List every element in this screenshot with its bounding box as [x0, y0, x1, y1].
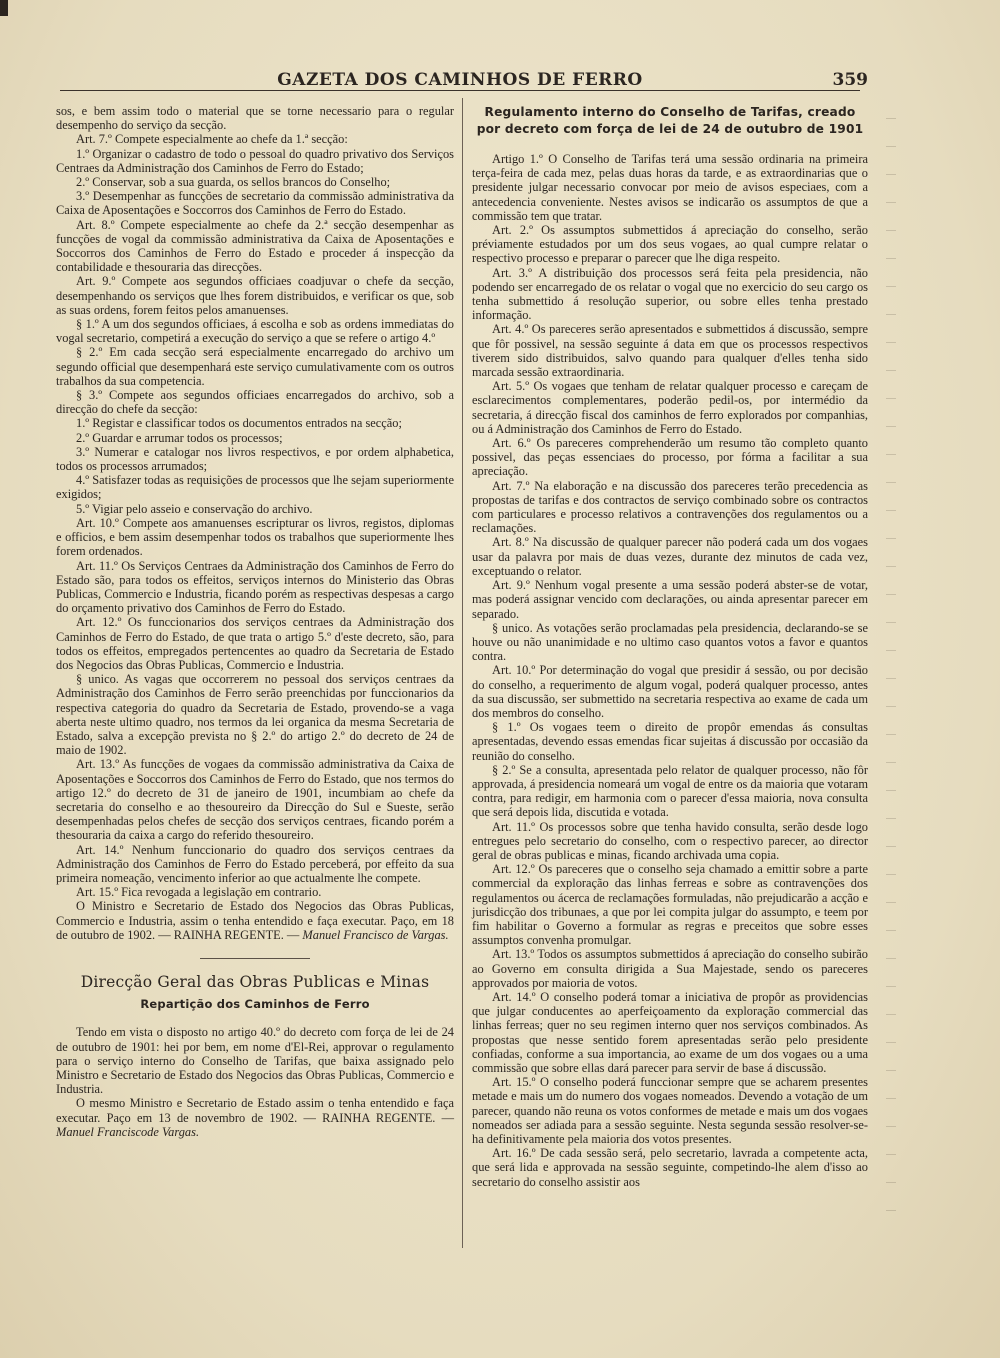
paragraph: Art. 7.º Compete especialmente ao chefe da 1.ª secção: [76, 132, 348, 147]
paragraph: § 3.º Compete aos segundos officiaes encarregados do archivo, sob a direcção do chefe da secção: [56, 388, 454, 417]
paragraph: Art. 13.º As funcções de vogaes da commissão administrativa da Caixa de Aposentações e Soccorros dos Caminhos de Ferro do Estado, que nos termos do artigo 12.º do decreto de 31 de janeiro de 1901, incumbiam ao chefe da secretaria do conselho e ao thesoureiro da Direcção do Sul e Sueste, serão desempenhadas pelos chefes de secção dos serviços centraes, ficando porém a thesouraria da caixa a cargo do referido thesoureiro. [56, 757, 454, 843]
paragraph: 1.º Organizar o cadastro de todo o pessoal do quadro privativo dos Serviços Centraes da Administração dos Caminhos de Ferro do Estado; [56, 146, 454, 175]
paragraph: § 2.º Se a consulta, apresentada pelo relator de qualquer processo, não fôr approvada, á presidencia nomeará um vogal de entre os da maioria que votaram contra, para redigir, em harmonia com o parecer d'essa maioria, nova consulta que será depois lida, discutida e votada. [472, 762, 868, 820]
paragraph: Art. 11.º Os processos sobre que tenha havido consulta, serão desde logo entregues pelo secretario do conselho, com o respectivo parecer, ao director geral de obras publicas e minas, ficando archivada uma copia. [472, 819, 868, 862]
page-number: 359 [832, 70, 868, 90]
paragraph: Art. 2.º Os assumptos submettidos á apreciação do conselho, serão préviamente estudados por um dos seus vogaes, ao qual cumpre relatar o respectivo processo e preparar o parecer que lhe diga respeito. [472, 223, 868, 266]
paragraph: Art. 10.º Compete aos amanuenses escripturar os livros, registos, diplomas e officios, e bem assim desempenhar todos os trabalhos que superiormente lhes forem ordenados. [56, 515, 454, 559]
paragraph: Art. 5.º Os vogaes que tenham de relatar qualquer processo e careçam de esclarecimentos complementares, poderão pedil-os, por intermédio da secretaria, á direcção fiscal dos caminhos de ferro explorados por companhias, ou á Administração dos Caminhos de Ferro do Estado. [472, 379, 868, 436]
separator-rule [200, 958, 310, 959]
paragraph: § unico. As votações serão proclamadas pela presidencia, declarando-se se houve ou não unanimidade e no ultimo caso quantos votos a favor e quantos contra. [472, 620, 868, 664]
paragraph-text: O mesmo Ministro e Secretario de Estado assim o tenha entendido e faça executar. Paço em 13 de novembro de 1902. — RAINHA REGENTE. — [56, 1096, 454, 1125]
paragraph: § unico. As vagas que occorrerem no pessoal dos serviços centraes da Administração dos Caminhos de Ferro serão preenchidas por funccionarios da respectiva categoria do quadro da Secretaria de Estado, provendo-se a vaga aberta neste ultimo quadro, nos termos da lei organica da mesma Secretaria de Estado, salva a excepção prevista no § 2.º do artigo 2.º do decreto de 24 de maio de 1902. [56, 672, 454, 758]
paragraph: Art. 7.º Na elaboração e na discussão dos pareceres terão precedencia as propostas de tarifas e dos contractos de serviço combinado sobre os contractos com particulares e processo relativos a contravenções dos regulamentos ou a reclamações. [472, 478, 868, 536]
paragraph: Art. 11.º Os Serviços Centraes da Administração dos Caminhos de Ferro do Estado são, para todos os effeitos, serviços internos do Ministerio das Obras Publicas, Commercio e Industria, ficando porém as respectivas despesas a cargo do orçamento privativo dos Caminhos de Ferro do Estado. [56, 558, 454, 616]
paragraph: § 1.º Os vogaes teem o direito de propôr emendas ás consultas apresentadas, devendo essas emendas ficar sujeitas á discussão por occasião da reunião do conselho. [472, 720, 868, 763]
paragraph: § 2.º Em cada secção será especialmente encarregado do archivo um segundo official que desempenhará este serviço cumulativamente com os outros trabalhos da sua competencia. [56, 345, 454, 388]
paragraph: Art. 8.º Na discussão de qualquer parecer não poderá cada um dos vogaes usar da palavra por mais de duas vezes, durante dez minutos de cada vez, exceptuando o relator. [472, 535, 868, 578]
paragraph: Art. 15.º Fica revogada a legislação em contrario. [76, 885, 322, 900]
paragraph: Art. 9.º Nenhum vogal presente a uma sessão poderá abster-se de votar, mas poderá assignar vencido com declarações, ou ainda apresentar parecer em separado. [472, 578, 868, 621]
corner-mark [0, 0, 8, 16]
paragraph: 2.º Conservar, sob a sua guarda, os sellos brancos do Conselho; [76, 175, 391, 190]
paragraph: 2.º Guardar e arrumar todos os processos; [76, 430, 283, 445]
paragraph: Art. 9.º Compete aos segundos officiaes coadjuvar o chefe da secção, desempenhando os serviços que lhes forem distribuidos, e verificar os que, sob as suas ordens, forem feitos pelos amanuenses. [56, 274, 454, 317]
paragraph: Artigo 1.º O Conselho de Tarifas terá uma sessão ordinaria na primeira terça-feira de cada mez, pelas duas horas da tarde, e as extraordinarias que o presidente julgar necessario convocar por meio de avisos especiaes, com a antecedencia conveniente. Nestes avisos se indicarão os assumptos de que a commissão tem que tratar. [472, 152, 868, 223]
signature: Manuel Franciscode Vargas. [56, 1124, 200, 1139]
paper-edge-texture [886, 118, 896, 1218]
signature-paragraph [56, 1096, 454, 1139]
regulation-title: Regulamento interno do Conselho de Tarifas, creado por decreto com força de lei de 24 de outubro de 1901 [476, 105, 864, 136]
page-header [60, 70, 868, 91]
signature-paragraph [56, 899, 454, 942]
section-subtitle: Repartição dos Caminhos de Ferro [140, 997, 370, 1012]
right-column [472, 104, 868, 1189]
paragraph: Art. 4.º Os pareceres serão apresentados e submettidos á discussão, sempre que fôr possivel, na sessão seguinte á data em que os processos respectivos tiverem sido distribuidos, salvo quando para qualquer d'elles tenha sido marcada sessão extraordinaria. [472, 322, 868, 380]
paragraph: § 1.º A um dos segundos officiaes, á escolha e sob as ordens immediatas do vogal secretario, competirá a execução do serviço a que se refere o artigo 4.º [56, 317, 454, 346]
paragraph: Art. 3.º A distribuição dos processos será feita pela presidencia, não podendo ser encarregado de os relatar o vogal que no exercicio do seu cargo os tenha submettido á resolução superior, ou sobre elles tenha prestado informação. [472, 265, 868, 323]
paragraph: Art. 16.º De cada sessão será, pelo secretario, lavrada a competente acta, que será lida e approvada na sessão seguinte, competindo-lhe alem d'isso ao secretario do conselho assistir aos [472, 1146, 868, 1189]
signature: Manuel Francisco de Vargas. [302, 927, 449, 942]
paragraph: Art. 12.º Os pareceres que o conselho seja chamado a emittir sobre a parte commercial da exploração das linhas ferreas e sobre as contravenções dos regulamentos ou ácerca de reclamações formuladas, não prejudicarão a acção e jurisdicção dos tribunaes, a que por lei compita julgar do assumpto, e teem por fim habilitar o Governo a formular as regras e preceitos que sobre esses assumptos convenha promulgar. [472, 862, 868, 948]
section-title: Direcção Geral das Obras Publicas e Minas [80, 972, 430, 991]
paragraph: Art. 12.º Os funccionarios dos serviços centraes da Administração dos Caminhos de Ferro do Estado, de que trata o artigo 5.º d'este decreto, são, para todos os effeitos, empregados pertencentes ao quadro da Secretaria de Estado dos Negocios das Obras Publicas, Commercio e Industria. [56, 615, 454, 672]
paragraph: Art. 13.º Todos os assumptos submettidos á apreciação do conselho subirão ao Governo em consulta dirigida a Sua Majestade, sendo os pareceres approvados por maioria de votos. [472, 947, 868, 990]
paragraph: 3.º Numerar e catalogar nos livros respectivos, e por ordem alphabetica, todos os processos arrumados; [56, 444, 454, 474]
paragraph: Tendo em vista o disposto no artigo 40.º do decreto com força de lei de 24 de outubro de 1901: hei por bem, em nome d'El-Rei, approvar o regulamento para o serviço interno do Conselho de Tarifas, que baixa assignado pelo Ministro e Secretario de Estado dos Negocios das Obras Publicas, Commercio e Industria. [56, 1025, 454, 1097]
paragraph: Art. 14.º Nenhum funccionario do quadro dos serviços centraes da Administração dos Caminhos de Ferro do Estado perceberá, por effeito da sua primeira nomeação, vencimento inferior ao que actualmente lhe compete. [56, 842, 454, 885]
paragraph: 3.º Desempenhar as funcções de secretario da commissão administrativa da Caixa de Aposentações e Soccorros dos Caminhos de Ferro do Estado. [56, 189, 454, 218]
column-divider [462, 98, 463, 1248]
left-column [56, 104, 454, 1139]
paragraph: 1.º Registar e classificar todos os documentos entrados na secção; [76, 416, 402, 431]
paragraph: Art. 10.º Por determinação do vogal que presidir á sessão, ou por decisão do conselho, a requerimento de algum vogal, poderá qualquer processo, antes da sua discussão, ser submettido na secretaria respectiva ao exame de cada um dos membros do conselho. [472, 663, 868, 720]
paragraph: Art. 8.º Compete especialmente ao chefe da 2.ª secção desempenhar as funcções de vogal da commissão administrativa da Caixa de Aposentações e Soccorros dos Caminhos de Ferro do Estado e proceder á inspecção da contabilidade e thesouraria das direcções. [56, 217, 454, 275]
paragraph: sos, e bem assim todo o material que se torne necessario para o regular desempenho do serviço da secção. [56, 104, 454, 133]
page-title: GAZETA DOS CAMINHOS DE FERRO [277, 70, 643, 90]
paragraph: Art. 14.º O conselho poderá tomar a iniciativa de propôr as providencias que julgar conducentes ao aperfeiçoamento da exploração commercial das linhas ferreas; quer no seu regimen interno quer nos serviços combinados. As propostas que nesse sentido forem apresentadas serão pelo presidente confiadas, conforme a sua importancia, ao exame de um dos vogaes ou a uma commissão que sobre ellas dará parecer para servir de base á discussão. [472, 989, 868, 1075]
paragraph: Art. 15.º O conselho poderá funccionar sempre que se acharem presentes metade e mais um do numero dos vogaes nomeados. Devendo a votação de um parecer, quando não reuna os votos conformes de metade e mais um dos vogaes nomeados ser adiada para a sessão seguinte. Nesta segunda sessão resolver-se-ha definitivamente pela maioria dos votos presentes. [472, 1075, 868, 1147]
paragraph: Art. 6.º Os pareceres comprehenderão um resumo tão completo quanto possivel, das peças essenciaes do processo, por fórma a facilitar a sua apreciação. [472, 436, 868, 479]
paragraph: 5.º Vigiar pelo asseio e conservação do archivo. [76, 501, 313, 516]
paragraph-text: O Ministro e Secretario de Estado dos Negocios das Obras Publicas, Commercio e Industria, assim o tenha entendido e faça executar. Paço, em 18 de outubro de 1902. — RAINHA REGENTE. — [56, 899, 454, 942]
paragraph: 4.º Satisfazer todas as requisições de processos que lhe sejam superiormente exigidos; [56, 473, 454, 502]
